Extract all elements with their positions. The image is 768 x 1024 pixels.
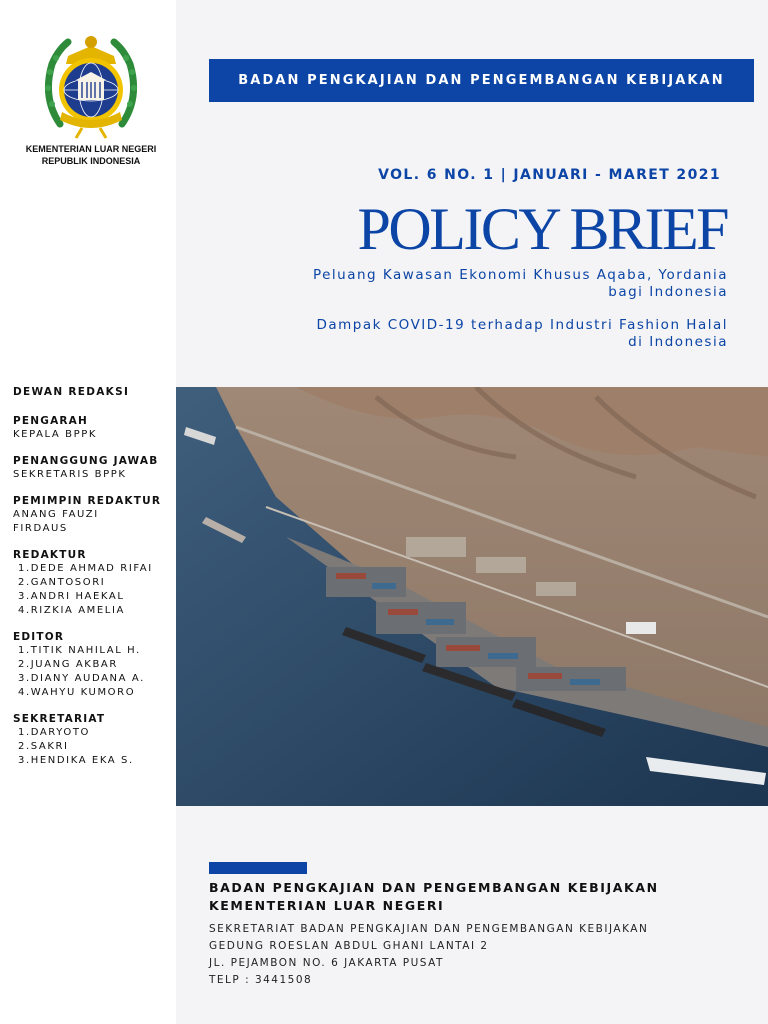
list-item: 1.TITIK NAHILAL H. [18, 645, 141, 656]
list-item: 3.DIANY AUDANA A. [18, 673, 145, 684]
topic-line: Dampak COVID-19 terhadap Industri Fashion Halal [316, 317, 728, 333]
section-pemimpin-redaktur [13, 494, 175, 536]
issue-volume: VOL. 6 NO. 1 | JANUARI - MARET 2021 [378, 167, 721, 183]
footer-address [209, 921, 749, 989]
address-line: GEDUNG ROESLAN ABDUL GHANI LANTAI 2 [209, 940, 489, 952]
section-title: PEMIMPIN REDAKTUR [13, 495, 162, 507]
footer-organization-line1: BADAN PENGKAJIAN DAN PENGEMBANGAN KEBIJAKAN [209, 880, 659, 895]
section-name: SEKRETARIS BPPK [13, 469, 127, 480]
section-name: FIRDAUS [13, 523, 68, 534]
section-pengarah [13, 414, 175, 442]
editorial-board [13, 386, 175, 780]
footer-organization [209, 879, 749, 915]
section-redaktur [13, 548, 175, 618]
phone-line: TELP : 3441508 [209, 974, 313, 986]
list-item: 2.GANTOSORI [18, 577, 106, 588]
list-item: 3.HENDIKA EKA S. [18, 755, 134, 766]
address-line: JL. PEJAMBON NO. 6 JAKARTA PUSAT [209, 957, 444, 969]
organization-name [8, 143, 174, 167]
section-title: PENGARAH [13, 415, 88, 427]
topic-2 [200, 317, 728, 351]
organization-name-line2: REPUBLIK INDONESIA [41, 156, 141, 166]
sidebar [0, 0, 176, 1024]
list-item: 1.DARYOTO [18, 727, 91, 738]
list-item: 2.JUANG AKBAR [18, 659, 118, 670]
section-penanggung-jawab [13, 454, 175, 482]
footer-accent-bar [209, 862, 307, 874]
institution-banner [209, 59, 754, 102]
section-name: ANANG FAUZI [13, 509, 99, 520]
topic-line: Peluang Kawasan Ekonomi Khusus Aqaba, Yordania [312, 267, 728, 283]
list-item: 1.DEDE AHMAD RIFAI [18, 563, 153, 574]
topic-1 [200, 267, 728, 301]
list-item: 2.SAKRI [18, 741, 69, 752]
section-title: PENANGGUNG JAWAB [13, 455, 159, 467]
section-sekretariat [13, 712, 175, 768]
section-title: SEKRETARIAT [13, 713, 106, 725]
editorial-board-heading: DEWAN REDAKSI [13, 386, 130, 398]
page-title: POLICY BRIEF [357, 196, 727, 262]
topic-line: di Indonesia [628, 334, 728, 350]
list-item: 4.WAHYU KUMORO [18, 687, 136, 698]
banner-text: BADAN PENGKAJIAN DAN PENGEMBANGAN KEBIJAKAN [238, 73, 725, 88]
organization-name-line1: KEMENTERIAN LUAR NEGERI [25, 144, 157, 154]
section-title: EDITOR [13, 631, 65, 643]
section-name: KEPALA BPPK [13, 429, 98, 440]
section-editor [13, 630, 175, 700]
list-item: 3.ANDRI HAEKAL [18, 591, 125, 602]
address-line: SEKRETARIAT BADAN PENGKAJIAN DAN PENGEMBANGAN KEBIJAKAN [209, 923, 649, 935]
list-item: 4.RIZKIA AMELIA [18, 605, 125, 616]
footer-organization-line2: KEMENTERIAN LUAR NEGERI [209, 898, 445, 913]
topic-line: bagi Indonesia [608, 284, 728, 300]
section-title: REDAKTUR [13, 549, 87, 561]
garuda-emblem-icon [38, 28, 144, 140]
port-aerial-photo [176, 387, 768, 806]
